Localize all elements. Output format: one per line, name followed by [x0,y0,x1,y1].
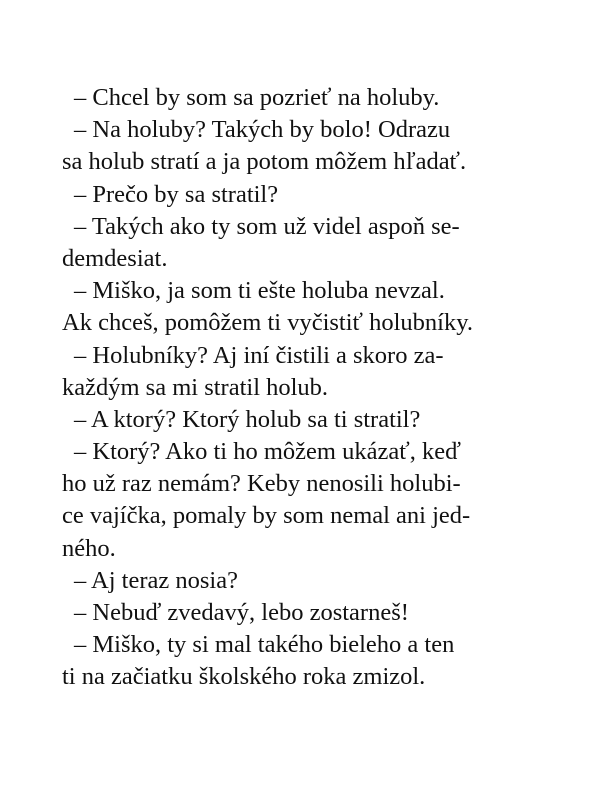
body-text [62,82,562,694]
text-line: Ak chceš, pomôžem ti vyčistiť holubníky. [62,309,474,337]
text-line: – Ktorý? Ako ti ho môžem ukázať, keď [74,438,461,466]
text-line: ného. [62,534,116,562]
text-line: ho už raz nemám? Keby nenosili holubi- [62,470,461,498]
text-line: – Chcel by som sa pozrieť na holuby. [74,84,440,111]
text-line: – A ktorý? Ktorý holub sa ti stratil? [74,405,421,433]
text-line: každým sa mi stratil holub. [62,373,329,401]
text-line: – Holubníky? Aj iní čistili a skoro za- [74,341,444,369]
text-line: ti na začiatku školského roka zmizol. [62,663,426,691]
text-line: demdesiat. [62,244,168,272]
text-line: – Takých ako ty som už videl aspoň se- [74,212,460,240]
text-line: – Miško, ja som ti ešte holuba nevzal. [74,277,445,305]
text-line: – Prečo by sa stratil? [74,180,279,208]
text-line: – Aj teraz nosia? [74,566,238,594]
text-line: ce vajíčka, pomaly by som nemal ani jed- [62,502,471,530]
text-line: – Miško, ty si mal takého bieleho a ten [74,631,455,659]
text-line: – Na holuby? Takých by bolo! Odrazu [74,116,451,144]
text-line: – Nebuď zvedavý, lebo zostarneš! [74,599,409,626]
text-line: sa holub stratí a ja potom môžem hľadať. [62,148,467,176]
